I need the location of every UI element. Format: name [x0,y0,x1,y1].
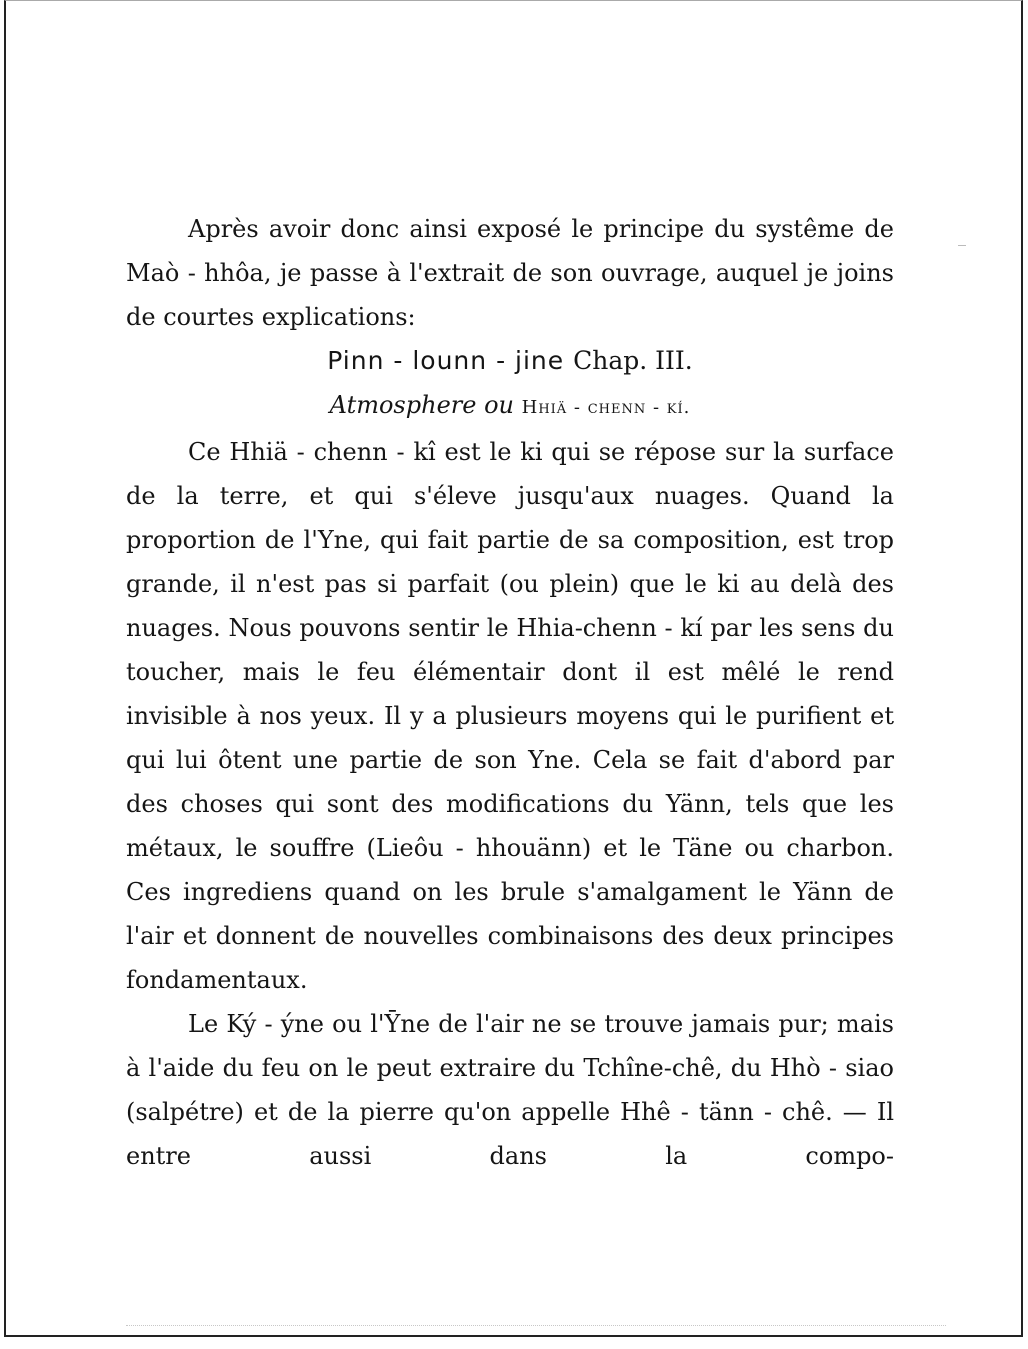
subheading-term: Hhiä - chenn - kí. [521,397,691,418]
chapter-heading [126,339,894,383]
chapter-number: Chap. III. [573,346,693,375]
section-subheading [126,383,894,430]
subheading-italic: Atmosphere ou [329,391,514,419]
ky-yne-paragraph: Le Ký - ýne ou l'Ȳne de l'air ne se trouve jamais pur; mais à l'aide du feu on le peut extraire du Tchîne-chê, du Hhò - siao (salpétre) et de la pierre qu'on appelle Hhê - tänn - chê. — Il entre aussi dans la compo- [126,1010,894,1170]
chapter-title: Pinn - lounn - jine [327,346,565,375]
atmosphere-paragraph: Ce Hhiä - chenn - kî est le ki qui se répose sur la surface de la terre, et qui s'éleve jusqu'aux nuages. Quand la proportion de l'Yne, qui fait partie de sa composition, est trop grande, il n'est pas si parfait (ou plein) que le ki au delà des nuages. Nous pouvons sentir le Hhia-chenn - kí par les sens du toucher, mais le feu élémentair dont il est mêlé le rend invisible à nos yeux. Il y a plusieurs moyens qui le purifient et qui lui ôtent une partie de son Yne. Cela se fait d'abord par des choses qui sont des modifications du Yänn, tels que les métaux, le souffre (Lieôu - hhouänn) et le Täne ou charbon. Ces ingrediens quand on les brule s'amalgament le Yänn de l'air et donnent de nouvelles combinaisons des deux principes fondamentaux. [126,438,894,994]
page-body [126,207,894,1178]
bottom-dotted-rule [126,1325,946,1326]
intro-paragraph: Après avoir donc ainsi exposé le principe du systême de Maò - hhôa, je passe à l'extrait de son ouvrage, auquel je joins de courtes explications: [126,215,894,331]
margin-mark [958,245,966,246]
